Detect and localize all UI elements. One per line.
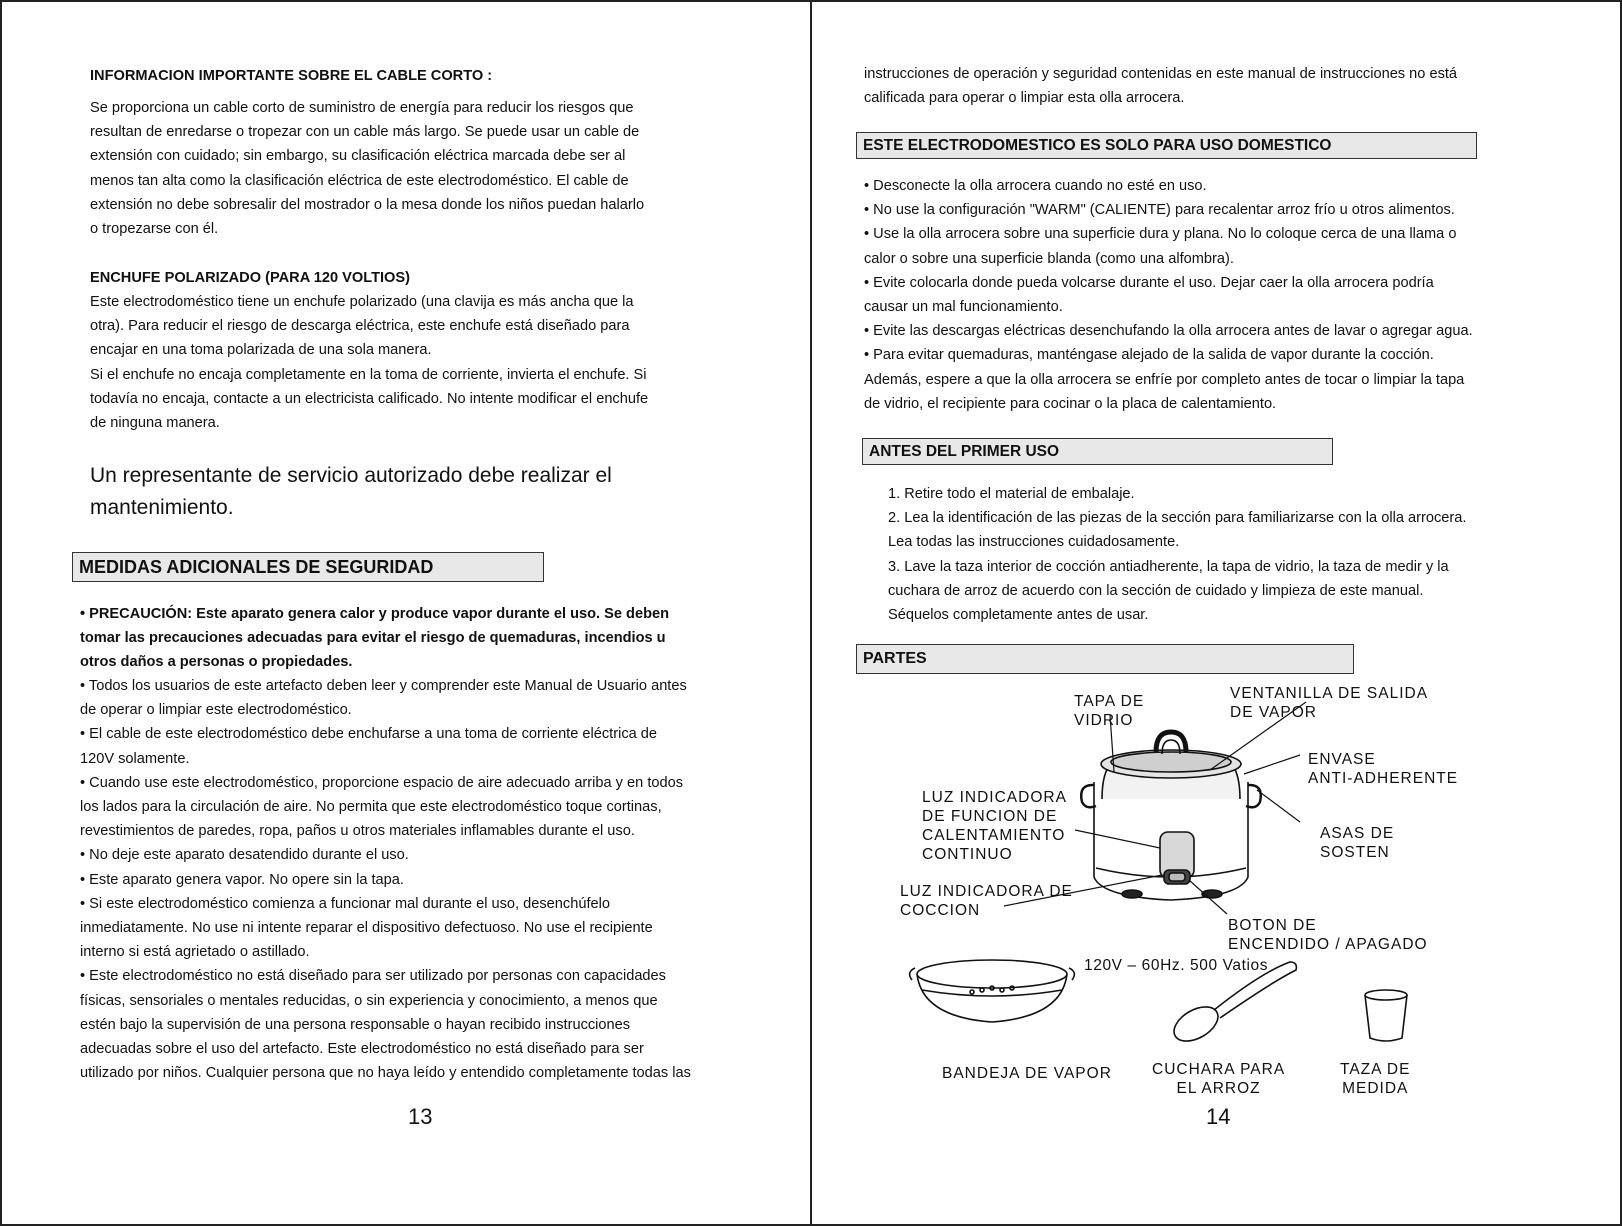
- cable-heading: INFORMACION IMPORTANTE SOBRE EL CABLE CORTO :: [90, 68, 493, 84]
- page-13: [0, 0, 810, 1226]
- plug-heading: ENCHUFE POLARIZADO (PARA 120 VOLTIOS): [90, 270, 410, 286]
- label-nonstick-pot: ENVASE ANTI-ADHERENTE: [1308, 751, 1459, 787]
- domestic-heading: ESTE ELECTRODOMESTICO ES SOLO PARA USO DOMESTICO: [856, 132, 1477, 159]
- rice-cooker-illustration: [1081, 732, 1261, 900]
- label-cook-light: LUZ INDICADORA DE COCCION: [900, 883, 1073, 919]
- label-power-switch: BOTON DE ENCENDIDO / APAGADO: [1228, 917, 1428, 953]
- page-number: 14: [1206, 1104, 1231, 1129]
- label-warm-light: LUZ INDICADORA DE FUNCION DE CALENTAMIENTO CONTINUO: [922, 789, 1067, 863]
- plug-paragraph: Este electrodoméstico tiene un enchufe polarizado (una clavija es más ancha que la otra). Para reducir el riesgo de descarga eléctrica, este enchufe está diseñado para encajar en una toma polarizada de una sola manera. Si el enchufe no encaja completamente en la toma de corriente, invierta el enchufe. Si todavía no encaja, contacte a un electricista calificado. No intente modificar el enchufe de ninguna manera.: [90, 294, 649, 432]
- label-glass-lid: TAPA DE VIDRIO: [1074, 693, 1145, 729]
- label-rating: 120V – 60Hz. 500 Vatios: [1084, 957, 1269, 974]
- first-use-list: 1. Retire todo el material de embalaje. 2. Lea la identificación de las piezas de la sección para familiarizarse con la olla arrocera. Lea todas las instrucciones cuidadosamente. 3. Lave la taza interior de cocción antiadherente, la tapa de vidrio, la taza de medir y la cuchara de arroz de acuerdo con la sección de cuidado y limpieza de este manual. Séquelos completamente antes de usar.: [888, 486, 1467, 624]
- first-use-heading: ANTES DEL PRIMER USO: [862, 438, 1333, 465]
- safety-heading: MEDIDAS ADICIONALES DE SEGURIDAD: [72, 552, 544, 582]
- page-14: [810, 0, 1622, 1226]
- steamer-tray-illustration: [910, 960, 1075, 1022]
- safety-list: • Todos los usuarios de este artefacto deben leer y comprender este Manual de Usuario antes de operar o limpiar este electrodoméstico. • El cable de este electrodoméstico debe enchufarse a una toma de corriente eléctrica de 120V solamente. • Cuando use este electrodoméstico, proporcione espacio de aire adecuado arriba y en todos los lados para la circulación de aire. No permita que este electrodoméstico toque cortinas, revestimientos de paredes, ropa, paños u otros materiales inflamables durante el uso. • No deje este aparato desatendido durante el uso. • Este aparato genera vapor. No opere sin la tapa. • Si este electrodoméstico comienza a funcionar mal durante el uso, desenchúfelo inmediatamente. No use ni intente reparar el dispositivo defectuoso. No use el recipiente interno si está agrietado o astillado. • Este electrodoméstico no está diseñado para ser utilizado por personas con capacidades físicas, sensoriales o mentales reducidas, o sin experiencia y conocimiento, a menos que estén bajo la supervisión de una persona responsable o hayan recibido instrucciones adecuadas sobre el uso del artefacto. Este electrodoméstico no está diseñado para ser utilizado por niños. Cualquier persona que no haya leído y entendido completamente todas las: [80, 678, 691, 1082]
- cable-paragraph: Se proporciona un cable corto de suministro de energía para reducir los riesgos que resultan de enredarse o tropezar con un cable más largo. Se puede usar un cable de extensión con cuidado; sin embargo, su clasificación eléctrica marcada debe ser al menos tan alta como la clasificación eléctrica de este electrodoméstico. El cable de extensión no debe sobresalir del mostrador o la mesa donde los niños puedan halarlo o tropezarse con él.: [90, 100, 645, 238]
- continuation-paragraph: instrucciones de operación y seguridad contenidas en este manual de instrucciones no está calificada para operar o limpiar esta olla arrocera.: [864, 66, 1458, 107]
- label-steamer-tray: BANDEJA DE VAPOR: [942, 1065, 1112, 1082]
- label-handles: ASAS DE SOSTEN: [1320, 825, 1395, 861]
- parts-heading: PARTES: [856, 644, 1354, 674]
- measuring-cup-illustration: [1365, 990, 1407, 1041]
- label-rice-spoon: CUCHARA PARA EL ARROZ: [1152, 1061, 1286, 1097]
- page-number: 13: [408, 1104, 433, 1129]
- caution-paragraph: • PRECAUCIÓN: Este aparato genera calor y produce vapor durante el uso. Se deben tomar las precauciones adecuadas para evitar el riesgo de quemaduras, incendios u otros daños a personas o propiedades.: [80, 606, 670, 671]
- domestic-list: • Desconecte la olla arrocera cuando no esté en uso. • No use la configuración "WARM" (CALIENTE) para recalentar arroz frío u otros alimentos. • Use la olla arrocera sobre una superficie dura y plana. No lo coloque cerca de una llama o calor o sobre una superficie blanda (como una alfombra). • Evite colocarla donde pueda volcarse durante el uso. Dejar caer la olla arrocera podría causar un mal funcionamiento. • Evite las descargas eléctricas desenchufando la olla arrocera antes de lavar o agregar agua. • Para evitar quemaduras, manténgase alejado de la salida de vapor durante la cocción. Además, espere a que la olla arrocera se enfríe por completo antes de tocar o limpiar la tapa de vidrio, el recipiente para cocinar o la placa de calentamiento.: [864, 178, 1473, 412]
- label-measuring-cup: TAZA DE MEDIDA: [1340, 1061, 1411, 1097]
- label-steam-vent: VENTANILLA DE SALIDA DE VAPOR: [1230, 685, 1429, 721]
- service-notice: Un representante de servicio autorizado debe realizar el mantenimiento.: [90, 464, 612, 519]
